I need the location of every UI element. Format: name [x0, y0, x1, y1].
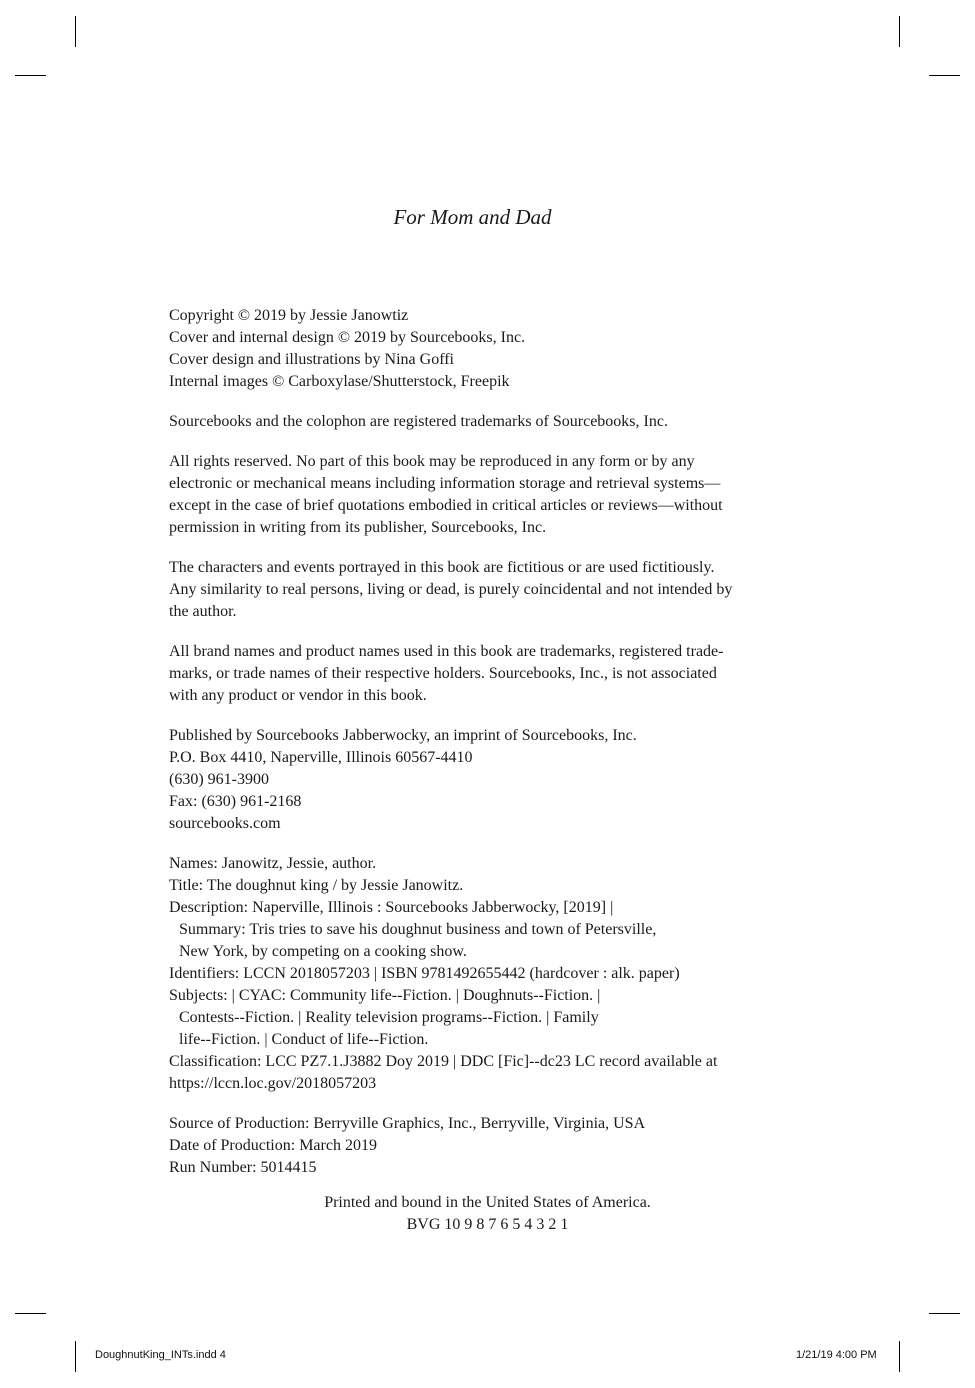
- publisher-phone: (630) 961-3900: [169, 771, 269, 788]
- brand-line: marks, or trade names of their respective holders. Sourcebooks, Inc., is not associated: [169, 665, 717, 682]
- cataloging-line: https://lccn.loc.gov/2018057203: [169, 1075, 377, 1092]
- rights-line: except in the case of brief quotations embodied in critical articles or reviews—without: [169, 497, 723, 514]
- cataloging-line: New York, by competing on a cooking show.: [179, 943, 467, 960]
- slug-datetime: 1/21/19 4:00 PM: [796, 1349, 877, 1361]
- production-line: Source of Production: Berryville Graphics, Inc., Berryville, Virginia, USA: [169, 1115, 646, 1132]
- production-paragraph: [169, 1113, 789, 1179]
- cataloging-line: Description: Naperville, Illinois : Sourcebooks Jabberwocky, [2019] |: [169, 899, 614, 916]
- fiction-line: The characters and events portrayed in this book are fictitious or are used fictitiously.: [169, 559, 715, 576]
- cataloging-line: life--Fiction. | Conduct of life--Fiction.: [179, 1031, 429, 1048]
- production-line: Run Number: 5014415: [169, 1159, 317, 1176]
- crop-mark-bottom-right-vertical: [899, 1341, 900, 1372]
- trademark-line: Sourcebooks and the colophon are registered trademarks of Sourcebooks, Inc.: [169, 413, 668, 430]
- credit-line: Cover and internal design © 2019 by Sourcebooks, Inc.: [169, 329, 526, 346]
- credit-line: Cover design and illustrations by Nina Goffi: [169, 351, 454, 368]
- brand-paragraph: [169, 641, 789, 707]
- slug-filename: DoughnutKing_INTs.indd 4: [95, 1349, 226, 1361]
- crop-mark-top-right-horizontal: [929, 75, 960, 76]
- rights-line: electronic or mechanical means including information storage and retrieval systems—: [169, 475, 721, 492]
- crop-mark-bottom-right-horizontal: [929, 1313, 960, 1314]
- publisher-fax: Fax: (630) 961-2168: [169, 793, 302, 810]
- rights-line: All rights reserved. No part of this book may be reproduced in any form or by any: [169, 453, 695, 470]
- publisher-address: P.O. Box 4410, Naperville, Illinois 60567-4410: [169, 749, 473, 766]
- credit-line: Copyright © 2019 by Jessie Janowtiz: [169, 307, 409, 324]
- rights-paragraph: [169, 451, 789, 539]
- rights-line: permission in writing from its publisher, Sourcebooks, Inc.: [169, 519, 547, 536]
- fiction-line: Any similarity to real persons, living or dead, is purely coincidental and not intended by: [169, 581, 733, 598]
- cataloging-line: Contests--Fiction. | Reality television programs--Fiction. | Family: [179, 1009, 599, 1026]
- cataloging-line: Title: The doughnut king / by Jessie Janowitz.: [169, 877, 464, 894]
- cataloging-line: Summary: Tris tries to save his doughnut business and town of Petersville,: [179, 921, 657, 938]
- credits-paragraph: [169, 305, 789, 393]
- fiction-line: the author.: [169, 603, 237, 620]
- credit-line: Internal images © Carboxylase/Shutterstock, Freepik: [169, 373, 510, 390]
- printed-notice: [0, 1192, 975, 1236]
- cataloging-paragraph: [169, 853, 789, 1095]
- publisher-website: sourcebooks.com: [169, 815, 281, 832]
- crop-mark-top-left-horizontal: [15, 75, 46, 76]
- crop-mark-bottom-left-horizontal: [15, 1313, 46, 1314]
- cataloging-line: Names: Janowitz, Jessie, author.: [169, 855, 377, 872]
- printed-line: Printed and bound in the United States of America.: [324, 1194, 651, 1211]
- crop-mark-top-left-vertical: [75, 16, 76, 47]
- crop-mark-top-right-vertical: [899, 16, 900, 47]
- crop-mark-bottom-left-vertical: [75, 1341, 76, 1372]
- cataloging-line: Subjects: | CYAC: Community life--Fiction. | Doughnuts--Fiction. |: [169, 987, 601, 1004]
- brand-line: All brand names and product names used in this book are trademarks, registered trade-: [169, 643, 724, 660]
- publisher-paragraph: [169, 725, 789, 835]
- copyright-page: [169, 305, 789, 1197]
- printer-key-line: BVG 10 9 8 7 6 5 4 3 2 1: [406, 1216, 569, 1233]
- brand-line: with any product or vendor in this book.: [169, 687, 427, 704]
- production-line: Date of Production: March 2019: [169, 1137, 377, 1154]
- trademark-paragraph: [169, 411, 789, 433]
- cataloging-line: Identifiers: LCCN 2018057203 | ISBN 9781492655442 (hardcover : alk. paper): [169, 965, 680, 982]
- cataloging-line: Classification: LCC PZ7.1.J3882 Doy 2019 | DDC [Fic]--dc23 LC record available at: [169, 1053, 718, 1070]
- publisher-line: Published by Sourcebooks Jabberwocky, an imprint of Sourcebooks, Inc.: [169, 727, 637, 744]
- dedication: For Mom and Dad: [393, 205, 552, 229]
- fiction-paragraph: [169, 557, 789, 623]
